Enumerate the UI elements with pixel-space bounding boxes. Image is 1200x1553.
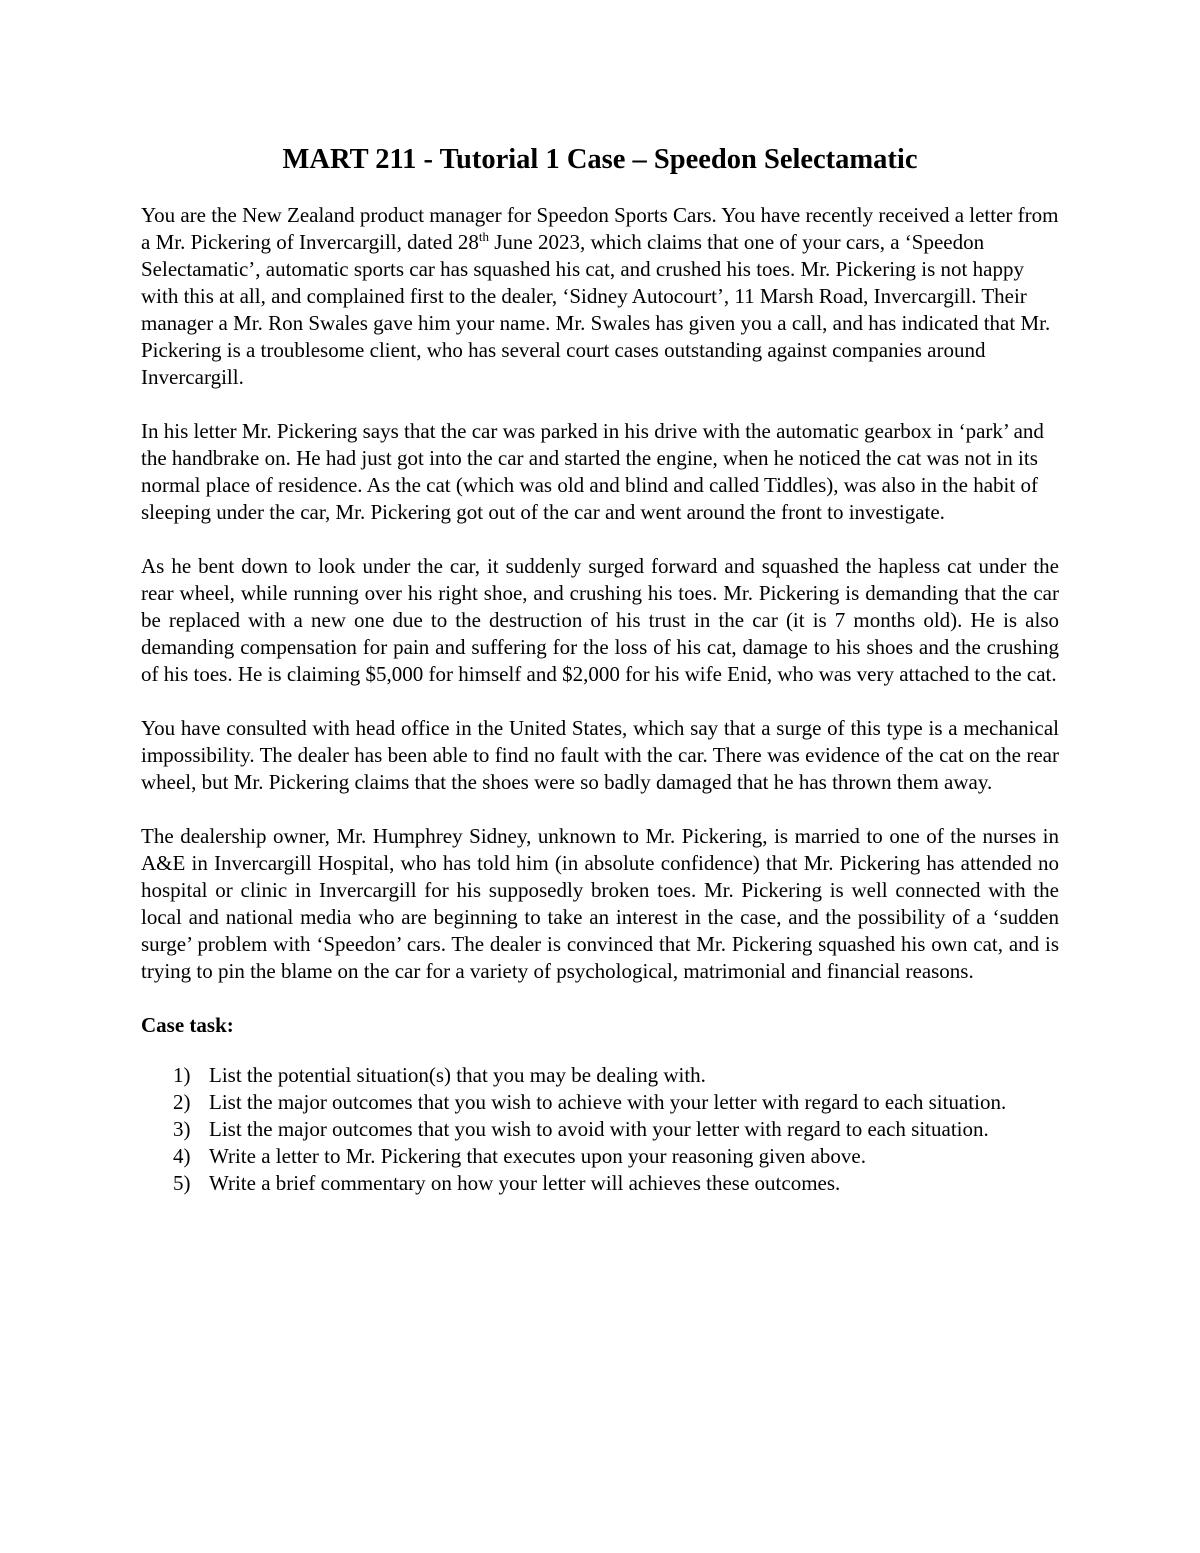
- date-ordinal-suffix: th: [478, 229, 489, 244]
- paragraph-dealership: The dealership owner, Mr. Humphrey Sidney, unknown to Mr. Pickering, is married to one of the nurses in A&E in Invercargill Hospital, who has told him (in absolute confidence) that Mr. Pickering has attended no hospital or clinic in Invercargill for his supposedly broken toes. Mr. Pickering is well connected with the local and national media who are beginning to take an interest in the case, and the possibility of a ‘sudden surge’ problem with ‘Speedon’ cars. The dealer is convinced that Mr. Pickering squashed his own cat, and is trying to pin the blame on the car for a variety of psychological, matrimonial and financial reasons.: [141, 824, 1059, 983]
- paragraph-head-office: You have consulted with head office in the United States, which say that a surge of this type is a mechanical impossibility. The dealer has been able to find no fault with the car. There was evidence of the cat on the rear wheel, but Mr. Pickering claims that the shoes were so badly damaged that he has thrown them away.: [141, 716, 1059, 794]
- document-page: [141, 140, 1059, 1197]
- task-list: [141, 1062, 1059, 1197]
- task-number: 1): [173, 1063, 191, 1087]
- task-item: [173, 1143, 1059, 1170]
- task-number: 4): [173, 1144, 191, 1168]
- task-text: List the major outcomes that you wish to achieve with your letter with regard to each situation.: [209, 1090, 1007, 1114]
- paragraph-intro: [141, 202, 1059, 391]
- task-item: [173, 1089, 1059, 1116]
- case-task-heading: Case task:: [141, 1013, 234, 1037]
- task-number: 2): [173, 1090, 191, 1114]
- document-title: MART 211 - Tutorial 1 Case – Speedon Selectamatic: [282, 144, 918, 175]
- task-text: List the potential situation(s) that you may be dealing with.: [209, 1063, 706, 1087]
- task-item: [173, 1170, 1059, 1197]
- paragraph-letter-account: In his letter Mr. Pickering says that the car was parked in his drive with the automatic gearbox in ‘park’ and the handbrake on. He had just got into the car and started the engine, when he noticed the cat was not in its normal place of residence. As the cat (which was old and blind and called Tiddles), was also in the habit of sleeping under the car, Mr. Pickering got out of the car and went around the front to investigate.: [141, 419, 1044, 524]
- task-text: Write a letter to Mr. Pickering that executes upon your reasoning given above.: [209, 1144, 866, 1168]
- paragraph-intro-part2: June 2023, which claims that one of your cars, a ‘Speedon Selectamatic’, automatic sports car has squashed his cat, and crushed his toes. Mr. Pickering is not happy with this at all, and complained first to the dealer, ‘Sidney Autocourt’, 11 Marsh Road, Invercargill. Their manager a Mr. Ron Swales gave him your name. Mr. Swales has given you a call, and has indicated that Mr. Pickering is a troublesome client, who has several court cases outstanding against companies around Invercargill.: [141, 230, 1051, 389]
- task-item: [173, 1062, 1059, 1089]
- paragraph-intro-part1: You are the New Zealand product manager for Speedon Sports Cars. You have recently received a letter from a Mr. Pickering of Invercargill, dated 28: [141, 203, 1059, 254]
- task-number: 3): [173, 1117, 191, 1141]
- paragraph-incident: As he bent down to look under the car, it suddenly surged forward and squashed the hapless cat under the rear wheel, while running over his right shoe, and crushing his toes. Mr. Pickering is demanding that the car be replaced with a new one due to the destruction of his trust in the car (it is 7 months old). He is also demanding compensation for pain and suffering for the loss of his cat, damage to his shoes and the crushing of his toes. He is claiming $5,000 for himself and $2,000 for his wife Enid, who was very attached to the cat.: [141, 554, 1059, 686]
- task-text: Write a brief commentary on how your letter will achieves these outcomes.: [209, 1171, 841, 1195]
- task-number: 5): [173, 1171, 191, 1195]
- task-item: [173, 1116, 1059, 1143]
- task-text: List the major outcomes that you wish to avoid with your letter with regard to each situation.: [209, 1117, 989, 1141]
